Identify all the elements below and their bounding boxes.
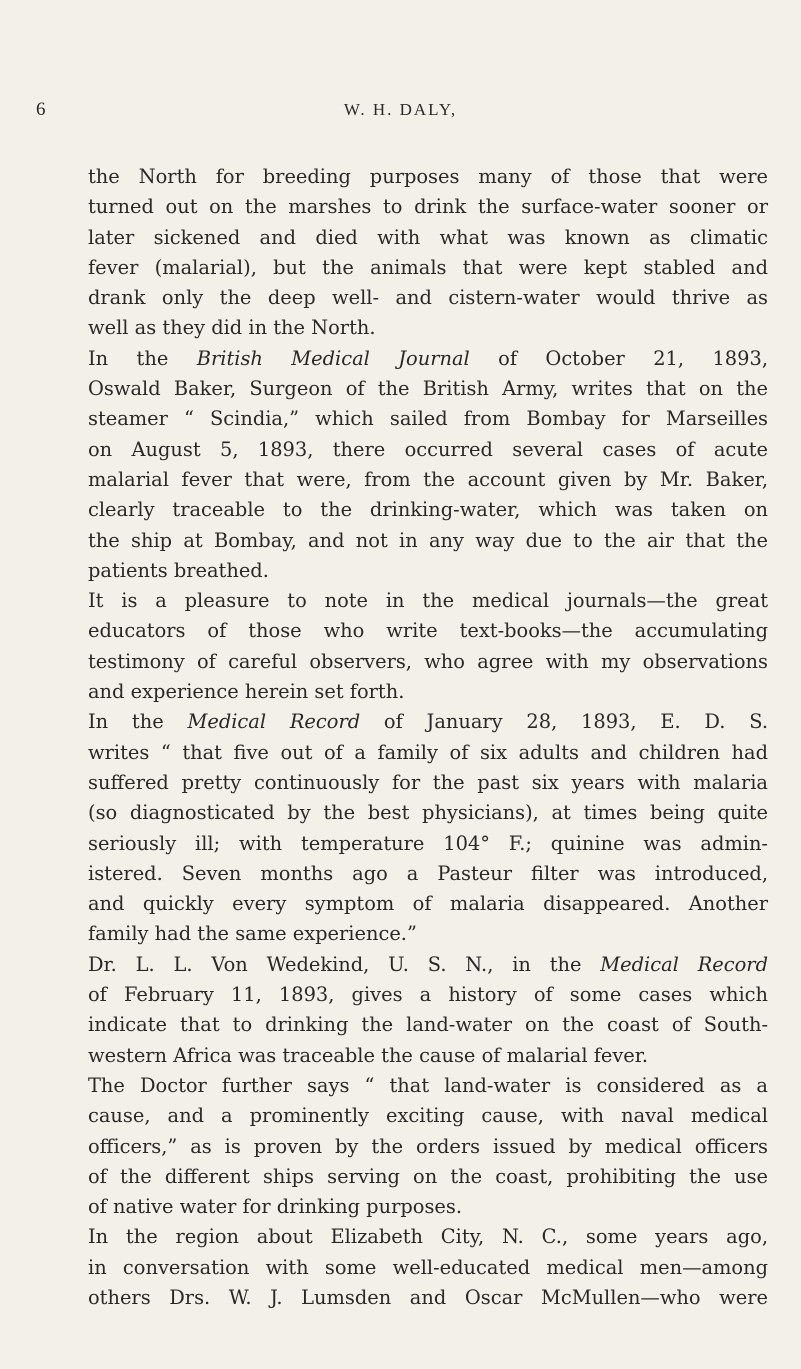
text-line: indicate that to drinking the land-water on the coast of South-: [88, 1013, 768, 1037]
text-line: family had the same experience.”: [88, 922, 417, 946]
text-line: It is a pleasure to note in the medical journals—the great: [88, 589, 768, 613]
text-line: writes “ that five out of a family of six adults and children had: [88, 740, 768, 764]
text-line: in conversation with some well-educated medical men—among: [88, 1255, 768, 1279]
text-line: officers,” as is proven by the orders issued by medical officers: [88, 1134, 768, 1158]
text-line: cause, and a prominently exciting cause, with naval medical: [88, 1104, 768, 1128]
text-line: suffered pretty continuously for the past six years with malaria: [88, 770, 768, 794]
text-line: on August 5, 1893, there occurred several cases of acute: [88, 437, 768, 461]
text-line: the North for breeding purposes many of those that were: [88, 165, 768, 188]
journal-title: Medical Record: [187, 710, 361, 734]
text-line: of February 11, 1893, gives a history of some cases which: [88, 983, 768, 1007]
text-line: fever (malarial), but the animals that were kept stabled and: [88, 255, 768, 279]
text-line: clearly traceable to the drinking-water, which was taken on: [88, 498, 768, 522]
text-line: and experience herein set forth.: [88, 680, 405, 704]
text-line: of the different ships serving on the coast, prohibiting the use: [88, 1164, 768, 1188]
text-segment: of October 21, 1893,: [469, 346, 768, 370]
text-line: Oswald Baker, Surgeon of the British Army, writes that on the: [88, 377, 768, 401]
text-line: western Africa was traceable the cause of malarial fever.: [88, 1043, 649, 1067]
text-line: and quickly every symptom of malaria disappeared. Another: [88, 892, 768, 916]
text-line: turned out on the marshes to drink the surface-water sooner or: [88, 195, 768, 219]
text-line: malarial fever that were, from the account given by Mr. Baker,: [88, 467, 768, 491]
text-line: drank only the deep well- and cistern-water would thrive as: [88, 286, 768, 310]
text-segment: Dr. L. L. Von Wedekind, U. S. N., in the: [88, 952, 601, 976]
text-line: [88, 344, 768, 374]
text-line: In the region about Elizabeth City, N. C., some years ago,: [88, 1225, 768, 1249]
text-line: istered. Seven months ago a Pasteur filter was introduced,: [88, 861, 768, 885]
text-line: well as they did in the North.: [88, 316, 376, 340]
text-line: educators of those who write text-books—the accumulating: [88, 619, 768, 643]
body-text: [88, 162, 768, 1313]
text-line: others Drs. W. J. Lumsden and Oscar McMullen—who were: [88, 1285, 768, 1309]
text-line: testimony of careful observers, who agree with my observations: [88, 649, 768, 673]
text-line: later sickened and died with what was known as climatic: [88, 225, 768, 249]
running-header: W. H. DALY,: [343, 100, 458, 119]
text-segment: of January 28, 1893, E. D. S.: [360, 710, 768, 734]
journal-title: Medical Record: [600, 952, 768, 976]
text-line: steamer “ Scindia,” which sailed from Bombay for Marseilles: [88, 407, 768, 431]
text-line: [88, 707, 768, 737]
text-line: the ship at Bombay, and not in any way due to the air that the: [88, 528, 768, 552]
text-segment: In the: [88, 710, 188, 734]
text-segment: In the: [88, 346, 197, 370]
text-line: (so diagnosticated by the best physicians), at times being quite: [88, 801, 768, 825]
text-line: patients breathed.: [88, 558, 269, 582]
text-line: seriously ill; with temperature 104° F.; quinine was admin-: [88, 831, 768, 855]
text-line: [88, 950, 768, 980]
text-line: The Doctor further says “ that land-water is considered as a: [88, 1073, 768, 1097]
text-line: of native water for drinking purposes.: [88, 1195, 462, 1219]
journal-title: British Medical Journal: [196, 346, 470, 370]
page-number: 6: [36, 99, 46, 120]
